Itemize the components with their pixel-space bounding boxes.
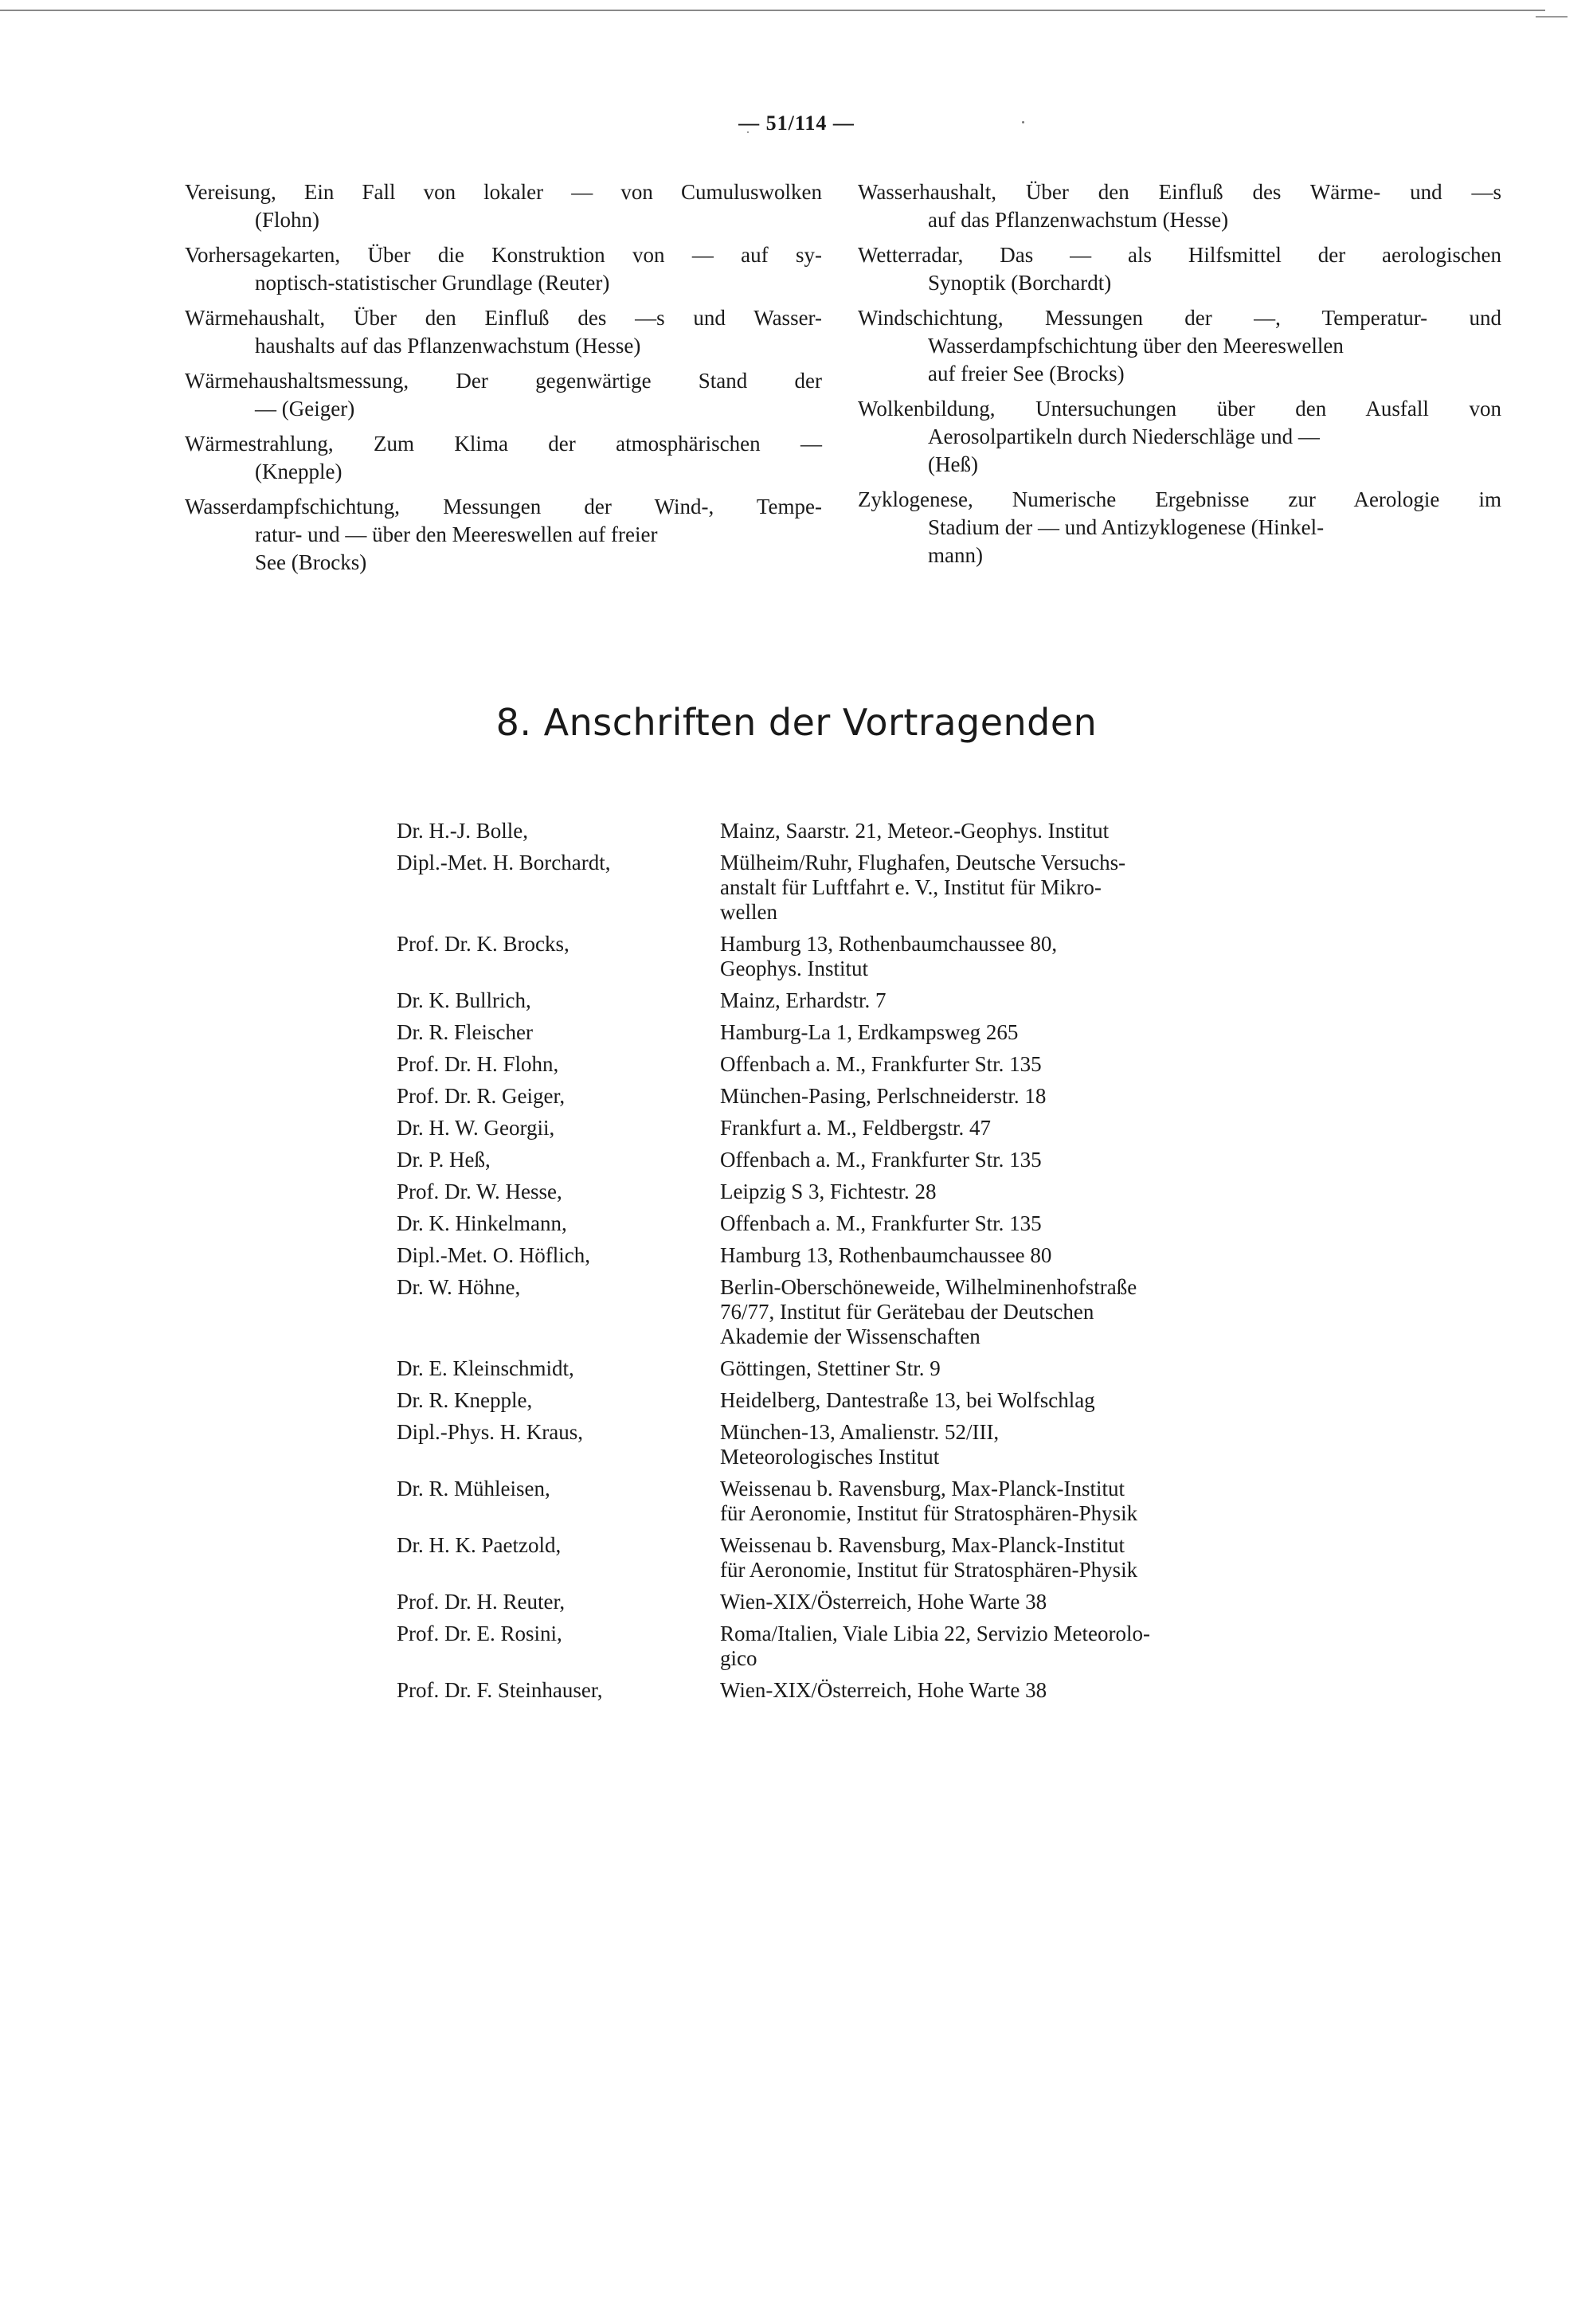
- index-entry: [185, 304, 822, 360]
- speaker-name: Prof. Dr. W. Hesse,: [397, 1180, 562, 1203]
- speaker-name: Prof. Dr. H. Reuter,: [397, 1590, 566, 1614]
- speaker-name: Prof. Dr. H. Flohn,: [397, 1052, 559, 1076]
- address-line: gico: [720, 1646, 757, 1670]
- index-entry-continuation: haushalts auf das Pflanzenwachstum (Hesse): [255, 334, 641, 358]
- index-entry-continuation: Stadium der — und Antizyklogenese (Hinkel-: [928, 515, 1325, 539]
- address-line: anstalt für Luftfahrt e. V., Institut für Mikro-: [720, 875, 1102, 899]
- address-line: München-Pasing, Perlschneiderstr. 18: [720, 1084, 1047, 1108]
- address-line: Wien-XIX/Österreich, Hohe Warte 38: [720, 1590, 1047, 1614]
- index-entry-continuation: Aerosolpartikeln durch Niederschläge und —: [928, 425, 1320, 448]
- index-entry: [185, 241, 822, 297]
- address-line: Weissenau b. Ravensburg, Max-Planck-Institut: [720, 1477, 1125, 1500]
- speaker-name: Prof. Dr. R. Geiger,: [397, 1084, 566, 1108]
- address-line: Hamburg 13, Rothenbaumchaussee 80,: [720, 932, 1058, 956]
- index-entry-continuation: See (Brocks): [255, 550, 367, 574]
- address-row: [397, 1388, 1289, 1420]
- address-row: [397, 1275, 1289, 1356]
- index-entry: [185, 178, 822, 234]
- index-entry: [858, 486, 1501, 569]
- speaker-address: [720, 1388, 1289, 1420]
- speaker-address: [720, 819, 1289, 851]
- index-entry: [185, 493, 822, 577]
- speaker-address: [720, 988, 1289, 1020]
- index-entry-heading: Vereisung, Ein Fall von lokaler — von Cumuluswolken: [185, 180, 822, 204]
- address-row: [397, 1356, 1289, 1388]
- address-line: Roma/Italien, Viale Libia 22, Servizio Meteorolo-: [720, 1622, 1150, 1645]
- speaker-name: Dipl.-Met. H. Borchardt,: [397, 851, 611, 874]
- address-row: [397, 1211, 1289, 1243]
- address-line: wellen: [720, 900, 777, 924]
- page-number: — 51/114 —: [738, 112, 855, 135]
- address-line: Mainz, Saarstr. 21, Meteor.-Geophys. Institut: [720, 819, 1110, 843]
- index-entry-heading: Wasserhaushalt, Über den Einfluß des Wärme- und —s: [858, 180, 1501, 204]
- address-line: Göttingen, Stettiner Str. 9: [720, 1356, 941, 1380]
- address-line: Hamburg 13, Rothenbaumchaussee 80: [720, 1243, 1052, 1267]
- address-row: [397, 1084, 1289, 1116]
- index-entry: [185, 367, 822, 423]
- address-line: München-13, Amalienstr. 52/III,: [720, 1420, 1000, 1444]
- scan-border-mark: [1536, 16, 1568, 18]
- address-line: Meteorologisches Institut: [720, 1445, 940, 1469]
- index-entry-heading: Windschichtung, Messungen der —, Temperatur- und: [858, 306, 1501, 330]
- section-title: 8. Anschriften der Vortragenden: [495, 701, 1098, 744]
- address-line: Mainz, Erhardstr. 7: [720, 988, 887, 1012]
- subject-index-left-column: [185, 178, 822, 584]
- speaker-name: Dr. H. W. Georgii,: [397, 1116, 555, 1140]
- address-row: [397, 1148, 1289, 1180]
- speaker-address: [720, 1052, 1289, 1084]
- address-line: Frankfurt a. M., Feldbergstr. 47: [720, 1116, 991, 1140]
- speaker-address: [720, 1622, 1289, 1678]
- speaker-name: Dr. W. Höhne,: [397, 1275, 521, 1299]
- speaker-address: [720, 1211, 1289, 1243]
- address-row: [397, 932, 1289, 988]
- address-row: [397, 1243, 1289, 1275]
- address-line: Wien-XIX/Österreich, Hohe Warte 38: [720, 1678, 1047, 1702]
- address-row: [397, 1052, 1289, 1084]
- index-entry: [858, 304, 1501, 388]
- speaker-name: Prof. Dr. F. Steinhauser,: [397, 1678, 603, 1702]
- address-line: Offenbach a. M., Frankfurter Str. 135: [720, 1148, 1042, 1172]
- address-line: für Aeronomie, Institut für Stratosphären-Physik: [720, 1501, 1138, 1525]
- index-entry-continuation: ratur- und — über den Meereswellen auf freier: [255, 522, 658, 546]
- speaker-address: [720, 1477, 1289, 1533]
- speaker-name: Dr. R. Fleischer: [397, 1020, 533, 1044]
- index-entry-heading: Wärmestrahlung, Zum Klima der atmosphärischen —: [185, 432, 822, 456]
- address-row: [397, 1533, 1289, 1590]
- speaker-name: Dr. R. Mühleisen,: [397, 1477, 550, 1500]
- index-entry-heading: Wasserdampfschichtung, Messungen der Wind-, Tempe-: [185, 495, 822, 518]
- address-line: Geophys. Institut: [720, 957, 868, 980]
- index-entry-continuation: Wasserdampfschichtung über den Meereswellen: [928, 334, 1344, 358]
- speaker-address: [720, 1243, 1289, 1275]
- address-row: [397, 819, 1289, 851]
- address-row: [397, 1590, 1289, 1622]
- index-entry-continuation: — (Geiger): [255, 397, 355, 421]
- address-row: [397, 1020, 1289, 1052]
- speaker-name: Dr. P. Heß,: [397, 1148, 491, 1172]
- scan-border-line: [0, 10, 1545, 11]
- address-line: Offenbach a. M., Frankfurter Str. 135: [720, 1211, 1042, 1235]
- address-row: [397, 1622, 1289, 1678]
- speaker-address: [720, 1148, 1289, 1180]
- index-entry-continuation: (Flohn): [255, 208, 319, 232]
- address-line: 76/77, Institut für Gerätebau der Deutschen: [720, 1300, 1094, 1324]
- address-line: Offenbach a. M., Frankfurter Str. 135: [720, 1052, 1042, 1076]
- address-line: für Aeronomie, Institut für Stratosphären-Physik: [720, 1558, 1138, 1582]
- speaker-address: [720, 1678, 1289, 1710]
- speaker-address: [720, 1590, 1289, 1622]
- address-row: [397, 1477, 1289, 1533]
- index-entry: [858, 178, 1501, 234]
- speaker-address: [720, 1180, 1289, 1211]
- speaker-name: Dipl.-Phys. H. Kraus,: [397, 1420, 583, 1444]
- speaker-address: [720, 1356, 1289, 1388]
- address-line: Berlin-Oberschöneweide, Wilhelminenhofstraße: [720, 1275, 1137, 1299]
- index-entry-continuation: auf das Pflanzenwachstum (Hesse): [928, 208, 1229, 232]
- index-entry: [858, 395, 1501, 479]
- speaker-address: [720, 1275, 1289, 1356]
- index-entry-continuation: Synoptik (Borchardt): [928, 271, 1112, 295]
- speaker-address: [720, 1084, 1289, 1116]
- index-entry-heading: Wetterradar, Das — als Hilfsmittel der aerologischen: [858, 243, 1501, 267]
- address-row: [397, 1116, 1289, 1148]
- address-line: Mülheim/Ruhr, Flughafen, Deutsche Versuchs-: [720, 851, 1126, 874]
- index-entry-continuation: mann): [928, 543, 983, 567]
- speaker-name: Dr. K. Hinkelmann,: [397, 1211, 567, 1235]
- index-entry-continuation: (Heß): [928, 452, 978, 476]
- address-line: Akademie der Wissenschaften: [720, 1324, 980, 1348]
- speaker-address: [720, 932, 1289, 988]
- speaker-name: Dr. R. Knepple,: [397, 1388, 533, 1412]
- index-entry: [858, 241, 1501, 297]
- index-entry-heading: Vorhersagekarten, Über die Konstruktion von — auf sy-: [185, 243, 822, 267]
- address-line: Weissenau b. Ravensburg, Max-Planck-Institut: [720, 1533, 1125, 1557]
- speaker-name: Dipl.-Met. O. Höflich,: [397, 1243, 590, 1267]
- address-row: [397, 1678, 1289, 1710]
- address-line: Hamburg-La 1, Erdkampsweg 265: [720, 1020, 1019, 1044]
- speaker-name: Dr. E. Kleinschmidt,: [397, 1356, 574, 1380]
- speaker-name: Prof. Dr. E. Rosini,: [397, 1622, 562, 1645]
- speaker-name: Dr. H. K. Paetzold,: [397, 1533, 562, 1557]
- index-entry-continuation: noptisch-statistischer Grundlage (Reuter): [255, 271, 610, 295]
- index-entry-continuation: (Knepple): [255, 460, 342, 483]
- speaker-name: Dr. H.-J. Bolle,: [397, 819, 528, 843]
- address-row: [397, 851, 1289, 932]
- address-line: Heidelberg, Dantestraße 13, bei Wolfschlag: [720, 1388, 1095, 1412]
- speaker-address: [720, 1020, 1289, 1052]
- index-entry-heading: Wärmehaushalt, Über den Einfluß des —s und Wasser-: [185, 306, 822, 330]
- index-entry-heading: Wärmehaushaltsmessung, Der gegenwärtige Stand der: [185, 369, 822, 393]
- subject-index-right-column: [858, 178, 1501, 577]
- speaker-address: [720, 1533, 1289, 1590]
- speaker-address: [720, 1116, 1289, 1148]
- speaker-address: [720, 1420, 1289, 1477]
- index-entry: [185, 430, 822, 486]
- address-row: [397, 1420, 1289, 1477]
- speaker-address-table: [397, 819, 1289, 1710]
- speaker-name: Dr. K. Bullrich,: [397, 988, 531, 1012]
- address-row: [397, 988, 1289, 1020]
- address-line: Leipzig S 3, Fichtestr. 28: [720, 1180, 937, 1203]
- index-entry-heading: Wolkenbildung, Untersuchungen über den Ausfall von: [858, 397, 1501, 421]
- speaker-address: [720, 851, 1289, 932]
- index-entry-continuation: auf freier See (Brocks): [928, 362, 1125, 385]
- index-entry-heading: Zyklogenese, Numerische Ergebnisse zur Aerologie im: [858, 487, 1501, 511]
- address-row: [397, 1180, 1289, 1211]
- speaker-name: Prof. Dr. K. Brocks,: [397, 932, 569, 956]
